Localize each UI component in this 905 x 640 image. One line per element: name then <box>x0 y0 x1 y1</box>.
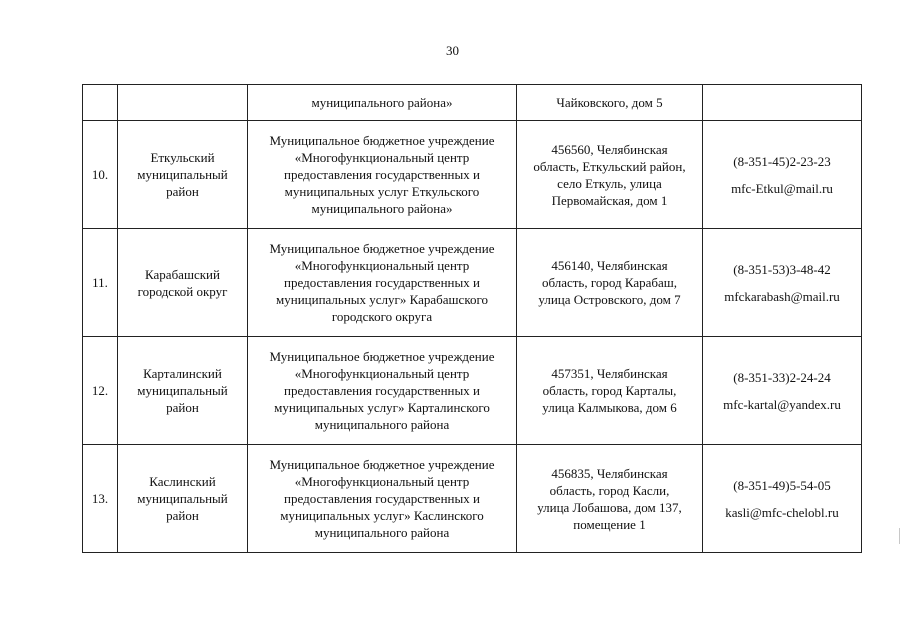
table-row <box>83 445 862 553</box>
organization-line: Муниципальное бюджетное учреждение <box>269 133 495 148</box>
address-cell <box>517 121 703 229</box>
phone-number: (8-351-33)2-24-24 <box>733 369 831 385</box>
address-line: 456140, Челябинская <box>551 258 668 273</box>
address-line: улица Островского, дом 7 <box>538 292 681 307</box>
phone-number: (8-351-49)5-54-05 <box>733 477 831 493</box>
table-row-continuation <box>83 85 862 121</box>
municipality-cell <box>118 85 248 121</box>
row-number-cell: 10. <box>83 121 118 229</box>
phone-number: (8-351-45)2-23-23 <box>733 153 831 169</box>
email-address: mfc-kartal@yandex.ru <box>723 396 841 412</box>
address-cell <box>517 229 703 337</box>
contacts-cell <box>703 85 862 121</box>
organization-cell <box>248 445 517 553</box>
organization-cell <box>248 337 517 445</box>
municipality-line: Еткульский <box>150 150 215 165</box>
email-address: mfckarabash@mail.ru <box>724 288 840 304</box>
address-line: область, город Карабаш, <box>541 275 678 290</box>
organization-line: муниципального района <box>314 417 450 432</box>
address-cell <box>517 337 703 445</box>
municipality-line: муниципальный <box>137 383 228 398</box>
organization-line: Муниципальное бюджетное учреждение <box>269 241 495 256</box>
address-line: область, город Касли, <box>549 482 670 498</box>
contacts-cell <box>703 121 862 229</box>
organization-line: муниципальных услуг Еткульского <box>284 184 480 199</box>
row-number-cell: 11. <box>83 229 118 337</box>
address-line: 456560, Челябинская <box>551 141 668 157</box>
address-line: помещение 1 <box>573 516 646 532</box>
organization-cell: муниципального района» <box>248 85 517 121</box>
address-line: улица Калмыкова, дом 6 <box>542 400 677 415</box>
mfc-registry-table <box>82 84 862 553</box>
organization-line: Муниципальное бюджетное учреждение <box>269 349 495 364</box>
scan-artifact <box>899 528 900 544</box>
organization-line: предоставления государственных и <box>284 491 480 506</box>
address-line: 457351, Челябинская <box>551 366 668 381</box>
organization-cell <box>248 229 517 337</box>
row-number-cell: 13. <box>83 445 118 553</box>
municipality-line: Каслинский <box>149 474 216 489</box>
address-line: село Еткуль, улица <box>557 175 662 191</box>
address-cell <box>517 445 703 553</box>
contacts-cell <box>703 445 862 553</box>
municipality-line: муниципальный <box>137 491 228 506</box>
municipality-cell <box>118 121 248 229</box>
address-line: область, Еткульский район, <box>533 158 686 174</box>
municipality-cell <box>118 337 248 445</box>
organization-cell <box>248 121 517 229</box>
row-number-cell <box>83 85 118 121</box>
municipality-line: муниципальный <box>137 167 228 182</box>
address-line: 456835, Челябинская <box>551 465 668 481</box>
organization-line: городского округа <box>331 309 433 324</box>
organization-line: «Многофункциональный центр <box>294 258 470 273</box>
municipality-line: район <box>166 508 199 523</box>
municipality-line: район <box>166 400 199 415</box>
municipality-line: район <box>166 184 199 199</box>
phone-number: (8-351-53)3-48-42 <box>733 261 831 277</box>
page-number: 30 <box>446 43 459 58</box>
organization-line: муниципальных услуг» Карталинского <box>274 400 490 415</box>
organization-line: «Многофункциональный центр <box>294 150 470 165</box>
organization-line: предоставления государственных и <box>284 167 480 182</box>
municipality-cell <box>118 229 248 337</box>
municipality-cell <box>118 445 248 553</box>
municipality-line: Карабашский <box>145 266 220 282</box>
table-row <box>83 229 862 337</box>
contacts-cell <box>703 337 862 445</box>
organization-line: муниципального района <box>314 525 450 540</box>
address-line: Первомайская, дом 1 <box>551 192 668 208</box>
organization-line: предоставления государственных и <box>284 383 480 398</box>
municipality-line: городской округ <box>137 283 228 299</box>
organization-line: муниципального района» <box>311 201 453 216</box>
organization-line: муниципальных услуг» Карабашского <box>276 292 488 307</box>
table-row <box>83 121 862 229</box>
organization-line: «Многофункциональный центр <box>294 474 470 489</box>
table-row <box>83 337 862 445</box>
address-line: улица Лобашова, дом 137, <box>537 499 682 515</box>
organization-line: «Многофункциональный центр <box>294 366 470 381</box>
organization-line: Муниципальное бюджетное учреждение <box>269 457 495 472</box>
organization-line: муниципальных услуг» Каслинского <box>280 508 484 523</box>
row-number-cell: 12. <box>83 337 118 445</box>
organization-line: предоставления государственных и <box>284 275 480 290</box>
municipality-line: Карталинский <box>143 366 222 381</box>
address-cell: Чайковского, дом 5 <box>517 85 703 121</box>
contacts-cell <box>703 229 862 337</box>
address-line: область, город Карталы, <box>542 383 677 398</box>
email-address: mfc-Etkul@mail.ru <box>731 180 833 196</box>
email-address: kasli@mfc-chelobl.ru <box>725 504 839 520</box>
